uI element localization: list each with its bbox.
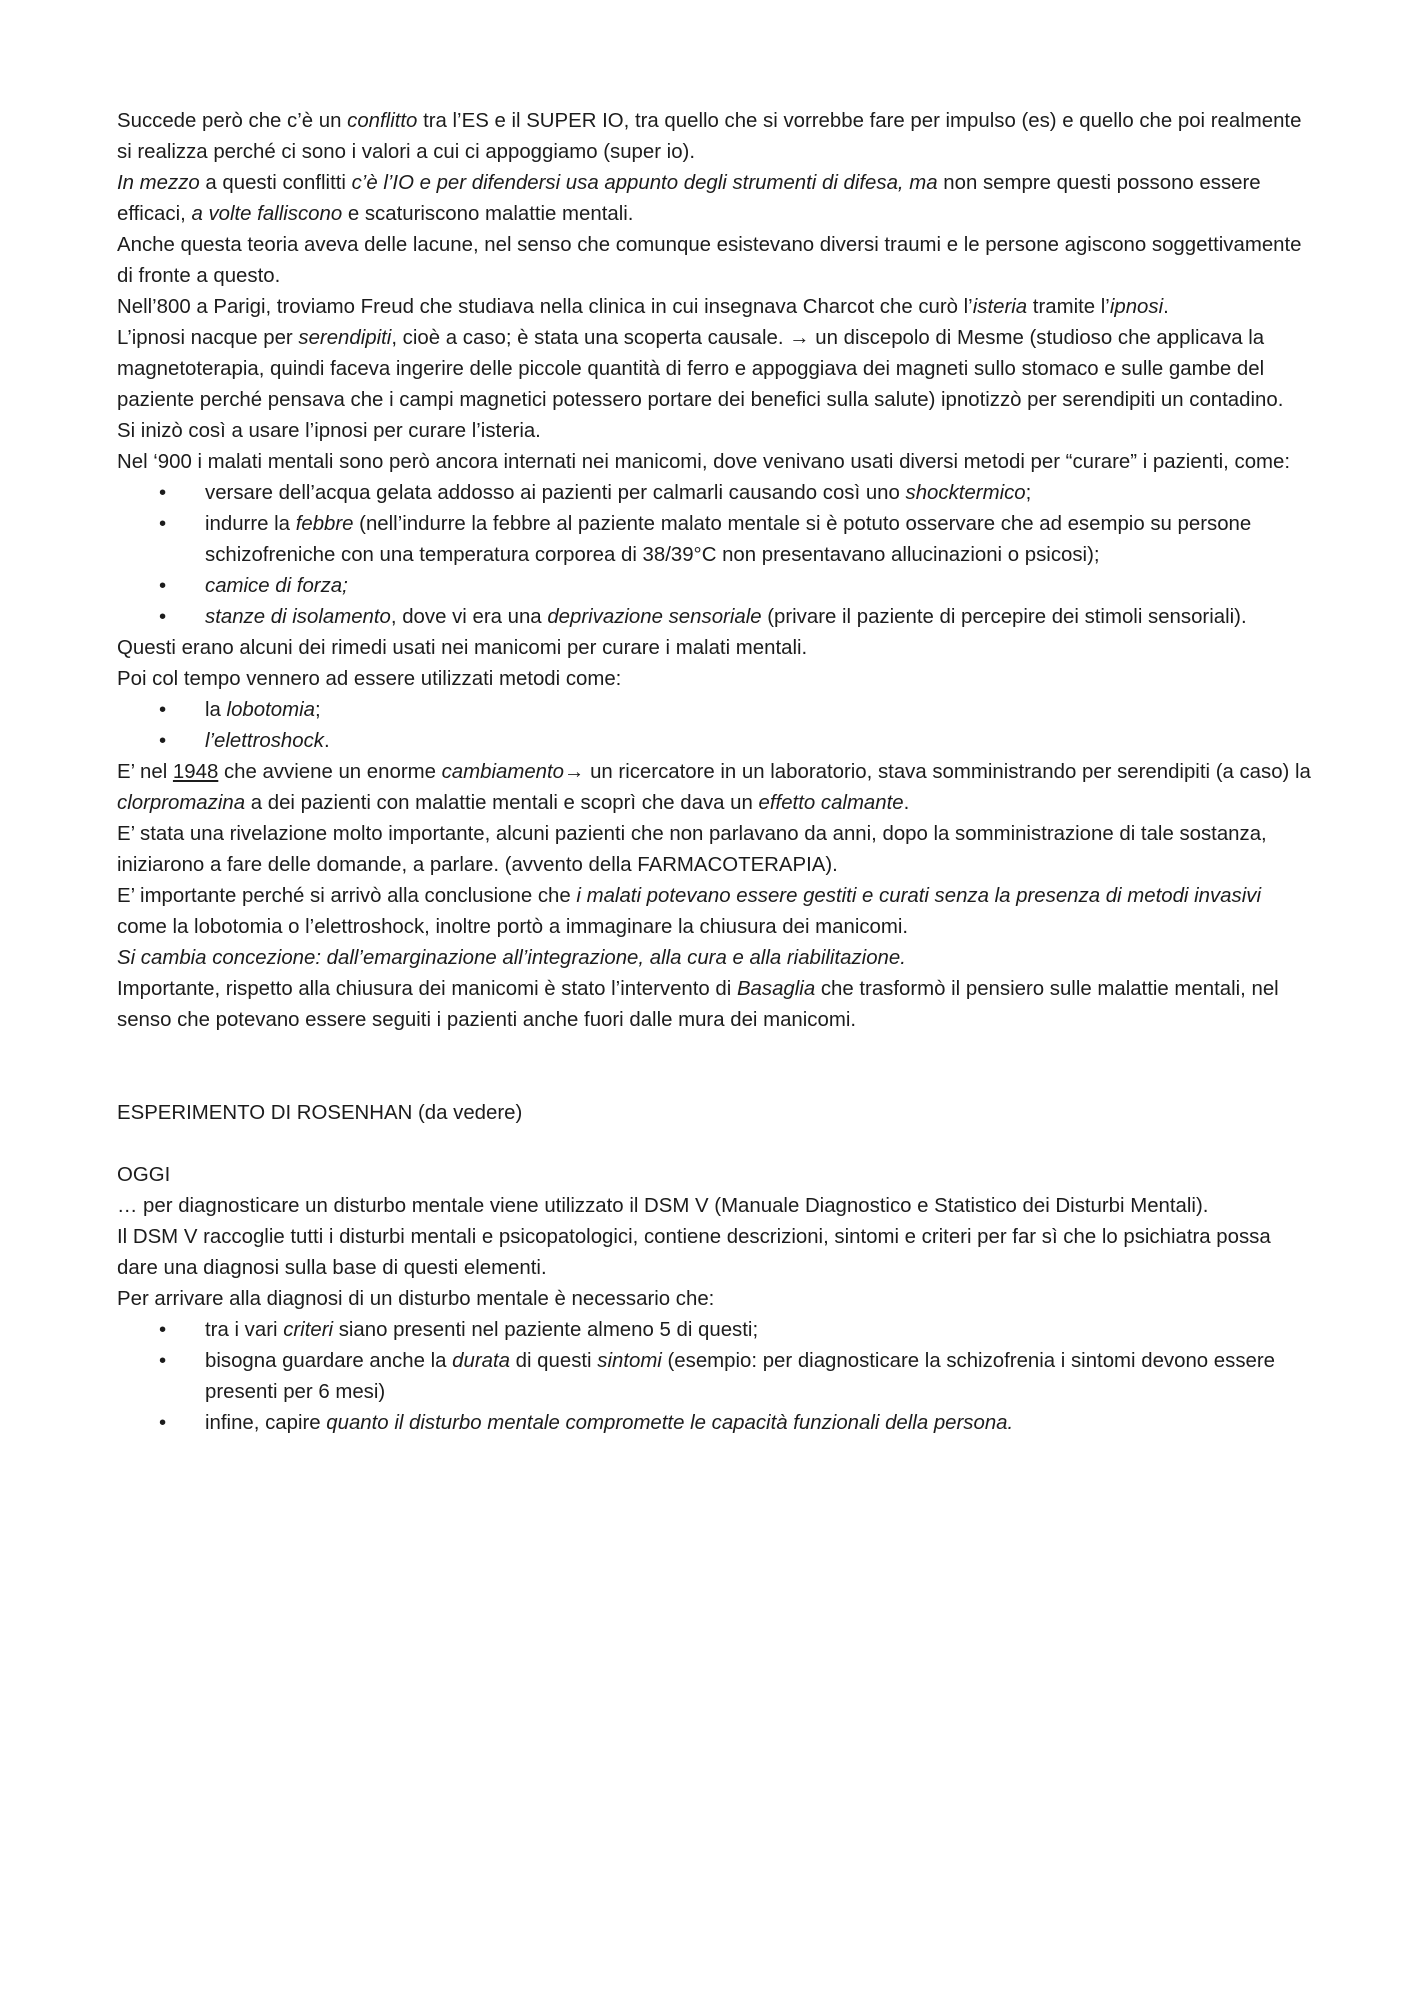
list-item: • tra i vari criteri siano presenti nel paziente almeno 5 di questi; [205,1315,1312,1346]
paragraph-freud-charcot: Nell’800 a Parigi, troviamo Freud che studiava nella clinica in cui insegnava Charcot che curò l’isteria tramite l’ipnosi. [117,296,1169,318]
list-criteri-diagnosi [117,1315,1312,1439]
paragraph-conflitto: Succede però che c’è un conflitto tra l’ES e il SUPER IO, tra quello che si vorrebbe fare per impulso (es) e quello che poi realmente si realizza perché ci sono i valori a cui ci appoggiamo (super io). [117,110,1302,163]
list-item: • indurre la febbre (nell’indurre la febbre al paziente malato mentale si è potuto osservare che ad esempio su persone schizofreniche con una temperatura corporea di 38/39°C non presentavano allucinazioni o psicosi); [205,509,1312,571]
spacer [117,1129,1312,1160]
paragraph-io-difesa: In mezzo a questi conflitti c’è l’IO e per difendersi usa appunto degli strumenti di difesa, ma non sempre questi possono essere efficaci, a volte falliscono e scaturiscono malattie mentali. [117,172,1261,225]
list-cure-manicomi [117,478,1312,633]
paragraph-dsm: … per diagnosticare un disturbo mentale viene utilizzato il DSM V (Manuale Diagnostico e Statistico dei Disturbi Mentali). [117,1195,1209,1217]
paragraph-diagnosi: Per arrivare alla diagnosi di un disturbo mentale è necessario che: [117,1288,715,1310]
list-item: • versare dell’acqua gelata addosso ai pazienti per calmarli causando così uno shocktermico; [205,478,1312,509]
paragraph-rimedi: Questi erano alcuni dei rimedi usati nei manicomi per curare i malati mentali. [117,637,808,659]
paragraph-manicomi: Nel ‘900 i malati mentali sono però ancora internati nei manicomi, dove venivano usati diversi metodi per “curare” i pazienti, come: [117,451,1291,473]
list-item: • la lobotomia; [205,695,1312,726]
heading-oggi: OGGI [117,1164,171,1186]
paragraph-ipnosi: L’ipnosi nacque per serendipiti, cioè a caso; è stata una scoperta causale. → un discepolo di Mesme (studioso che applicava la magnetoterapia, quindi faceva ingerire delle piccole quantità di ferro e appoggiava dei magneti sullo stomaco e sulle gambe del paziente perché pensava che i campi magnetici potessero portare dei benefici sulla salute) ipnotizzò per serendipiti un contadino. [117,327,1284,411]
paragraph-concezione: Si cambia concezione: dall’emarginazione all’integrazione, alla cura e alla riabilitazione. [117,947,906,969]
spacer [117,1036,1312,1098]
list-item: • bisogna guardare anche la durata di questi sintomi (esempio: per diagnosticare la schizofrenia i sintomi devono essere presenti per 6 mesi) [205,1346,1312,1408]
list-metodi [117,695,1312,757]
list-item: • l’elettroshock. [205,726,1312,757]
paragraph-metodi: Poi col tempo vennero ad essere utilizzati metodi come: [117,668,622,690]
paragraph-rivelazione: E’ stata una rivelazione molto importante, alcuni pazienti che non parlavano da anni, dopo la somministrazione di tale sostanza, iniziarono a fare delle domande, a parlare. (avvento della FARMACOTERAPIA). [117,823,1267,876]
paragraph-isteria: Si inizò così a usare l’ipnosi per curare l’isteria. [117,420,541,442]
list-item: • stanze di isolamento, dove vi era una deprivazione sensoriale (privare il paziente di percepire dei stimoli sensoriali). [205,602,1312,633]
list-item: • infine, capire quanto il disturbo mentale compromette le capacità funzionali della persona. [205,1408,1312,1439]
list-item: • camice di forza; [205,571,1312,602]
heading-rosenhan: ESPERIMENTO DI ROSENHAN (da vedere) [117,1102,523,1124]
paragraph-importante: E’ importante perché si arrivò alla conclusione che i malati potevano essere gestiti e curati senza la presenza di metodi invasivi come la lobotomia o l’elettroshock, inoltre portò a immaginare la chiusura dei manicomi. [117,885,1261,938]
paragraph-1948: E’ nel 1948 che avviene un enorme cambiamento→ un ricercatore in un laboratorio, stava somministrando per serendipiti (a caso) la clorpromazina a dei pazienti con malattie mentali e scoprì che dava un effetto calmante. [117,761,1311,814]
paragraph-basaglia: Importante, rispetto alla chiusura dei manicomi è stato l’intervento di Basaglia che trasformò il pensiero sulle malattie mentali, nel senso che potevano essere seguiti i pazienti anche fuori dalle mura dei manicomi. [117,978,1279,1031]
paragraph-lacune: Anche questa teoria aveva delle lacune, nel senso che comunque esistevano diversi traumi e le persone agiscono soggettivamente di fronte a questo. [117,234,1302,287]
document-page [117,106,1312,1439]
paragraph-dsm-raccoglie: Il DSM V raccoglie tutti i disturbi mentali e psicopatologici, contiene descrizioni, sintomi e criteri per far sì che lo psichiatra possa dare una diagnosi sulla base di questi elementi. [117,1226,1271,1279]
